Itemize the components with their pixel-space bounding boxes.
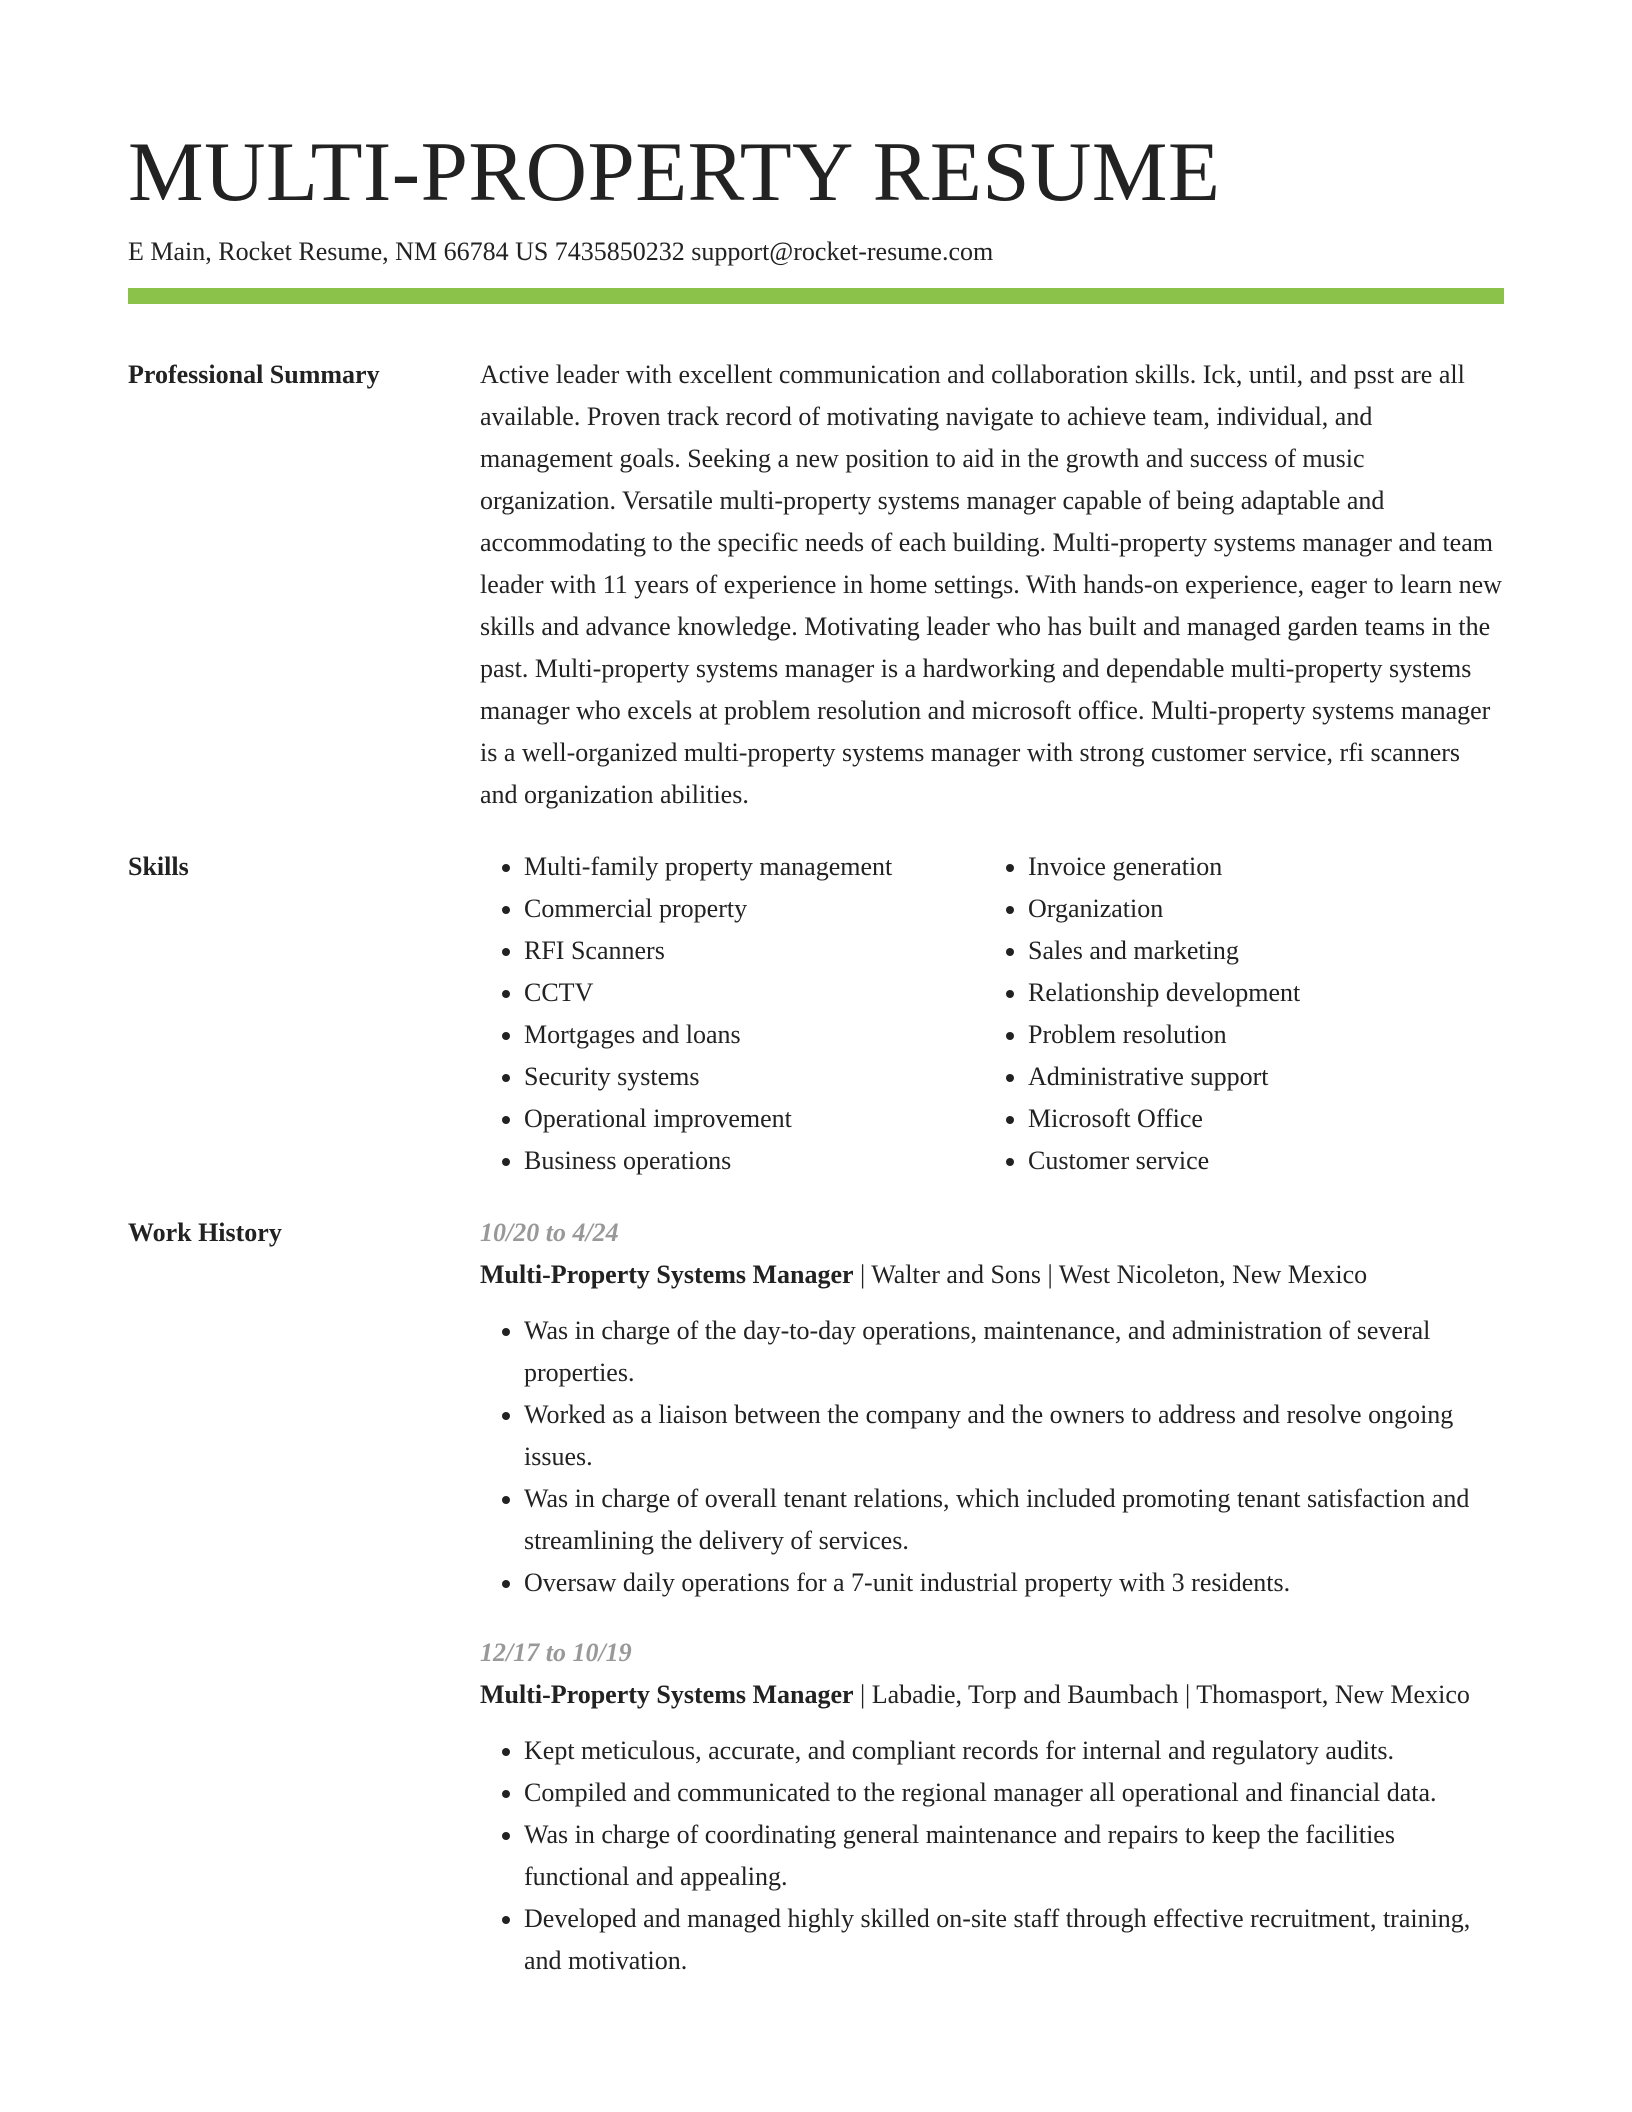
skill-item: • Commercial property: [524, 888, 984, 930]
job-heading: [480, 1674, 1504, 1716]
skill-item: • RFI Scanners: [524, 930, 984, 972]
section-label-skills: Skills: [128, 852, 189, 881]
job-details: | Labadie, Torp and Baumbach | Thomasport, New Mexico: [853, 1680, 1470, 1709]
summary-text: Active leader with excellent communication and collaboration skills. Ick, until, and psst are all available. Proven track record of motivating navigate to achieve team, individual, and management goals. Seeking a new position to aid in the growth and success of music organization. Versatile multi-property systems manager capable of being adaptable and accommodating to the specific needs of each building. Multi-property systems manager and team leader with 11 years of experience in home settings. With hands-on experience, eager to learn new skills and advance knowledge. Motivating leader who has built and managed garden teams in the past. Multi-property systems manager is a hardworking and dependable multi-property systems manager who excels at problem resolution and microsoft office. Multi-property systems manager is a well-organized multi-property systems manager with strong customer service, rfi scanners and organization abilities.: [480, 360, 1502, 809]
skill-item: • Relationship development: [1028, 972, 1528, 1014]
job-bullet: • Oversaw daily operations for a 7-unit industrial property with 3 residents.: [524, 1562, 1504, 1604]
skill-item: • Organization: [1028, 888, 1528, 930]
resume-page: [128, 0, 1504, 2010]
job-entry: [480, 1632, 1504, 1982]
skill-item: • Operational improvement: [524, 1098, 984, 1140]
skill-item: • Multi-family property management: [524, 846, 984, 888]
skills-list-right: [984, 846, 1528, 1182]
job-title: Multi-Property Systems Manager: [480, 1680, 854, 1709]
job-bullet: • Kept meticulous, accurate, and compliant records for internal and regulatory audits.: [524, 1730, 1504, 1772]
work-history-section: [128, 1212, 1504, 2010]
job-bullet: • Compiled and communicated to the regional manager all operational and financial data.: [524, 1772, 1504, 1814]
section-label-work: Work History: [128, 1218, 282, 1247]
job-details: | Walter and Sons | West Nicoleton, New Mexico: [853, 1260, 1368, 1289]
skill-item: • Security systems: [524, 1056, 984, 1098]
skill-item: • Administrative support: [1028, 1056, 1528, 1098]
job-bullet: • Was in charge of coordinating general maintenance and repairs to keep the facilities functional and appealing.: [524, 1814, 1504, 1898]
skill-item: • Microsoft Office: [1028, 1098, 1528, 1140]
section-label-summary: Professional Summary: [128, 360, 380, 389]
contact-line: E Main, Rocket Resume, NM 66784 US 7435850232 support@rocket-resume.com: [128, 237, 994, 266]
skill-item: • Mortgages and loans: [524, 1014, 984, 1056]
skill-item: • Business operations: [524, 1140, 984, 1182]
job-dates: 12/17 to 10/19: [480, 1638, 632, 1667]
skill-item: • Customer service: [1028, 1140, 1528, 1182]
job-bullets: [480, 1310, 1504, 1604]
job-dates: 10/20 to 4/24: [480, 1218, 619, 1247]
job-entry: [480, 1212, 1504, 1604]
professional-summary-section: [128, 354, 1504, 816]
work-history-body: [480, 1212, 1504, 2010]
job-bullet: • Was in charge of overall tenant relations, which included promoting tenant satisfaction and streamlining the delivery of services.: [524, 1478, 1504, 1562]
resume-title: MULTI-PROPERTY RESUME: [128, 125, 1221, 219]
skills-columns: [480, 846, 1528, 1182]
job-bullet: • Was in charge of the day-to-day operations, maintenance, and administration of several properties.: [524, 1310, 1504, 1394]
skill-item: • CCTV: [524, 972, 984, 1014]
job-bullet: • Developed and managed highly skilled on-site staff through effective recruitment, training, and motivation.: [524, 1898, 1504, 1982]
job-heading: [480, 1254, 1504, 1296]
skill-item: • Problem resolution: [1028, 1014, 1528, 1056]
job-bullet: • Worked as a liaison between the company and the owners to address and resolve ongoing issues.: [524, 1394, 1504, 1478]
skill-item: • Invoice generation: [1028, 846, 1528, 888]
skills-section: [128, 846, 1504, 1182]
header-divider: [128, 288, 1504, 304]
skills-list-left: [480, 846, 984, 1182]
skill-item: • Sales and marketing: [1028, 930, 1528, 972]
job-title: Multi-Property Systems Manager: [480, 1260, 854, 1289]
job-bullets: [480, 1730, 1504, 1982]
